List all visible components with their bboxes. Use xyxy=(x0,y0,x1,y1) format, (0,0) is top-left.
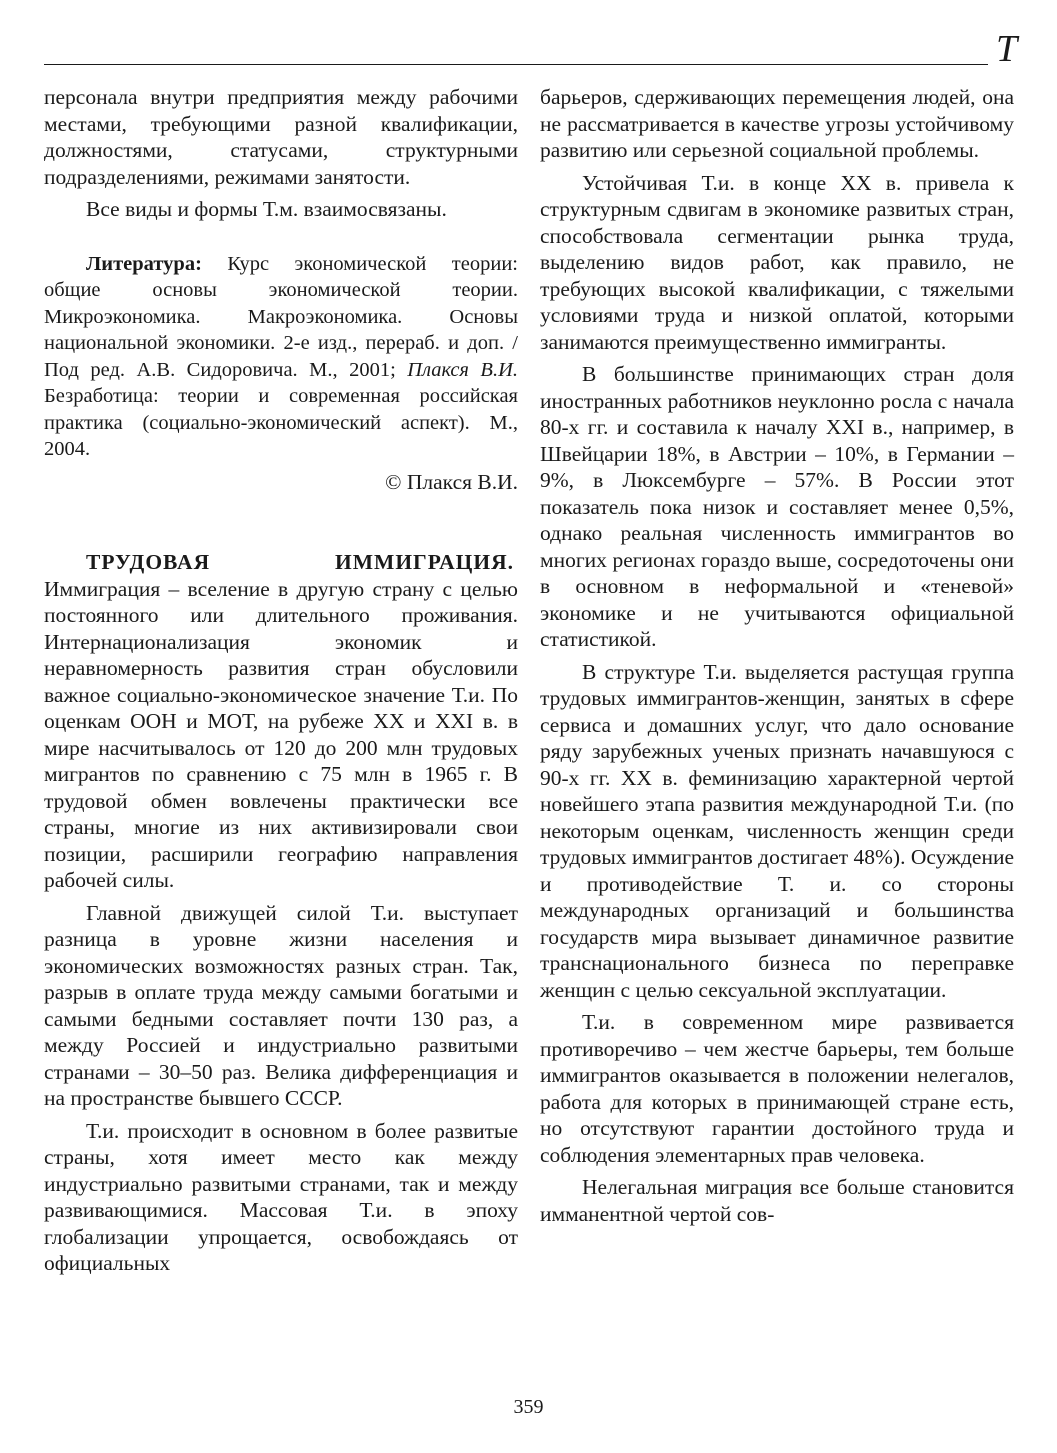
literature-text: Безработица: теории и современная российская практика (социально-экономический аспект). М., 2004. xyxy=(44,385,518,460)
paragraph: Нелегальная миграция все больше становится имманентной чертой сов- xyxy=(540,1175,1014,1226)
paragraph: В структуре Т.и. выделяется растущая группа трудовых иммигрантов-женщин, занятых в сфере сервиса и домашних услуг, что дало основание ряду зарубежных ученых признать начавшуюся с 90-х гг. XX в. феминизацию характерной чертой новейшего этапа развития международной Т.и. (по некоторым оценкам, численность женщин среди трудовых иммигрантов достигает 48%). Осуждение и противодействие Т. и. со стороны международных организаций и большинства государств мира вызывает динамичное развитие транснационального бизнеса по переправке женщин с целью сексуальной эксплуатации. xyxy=(540,659,1014,1002)
paragraph: Главной движущей силой Т.и. выступает разница в уровне жизни населения и экономических возможностях разных стран. Так, разрыв в оплате труда между самыми богатыми и самыми бедными составляет почти 130 раз, а между Россией и индустриально развитыми странами – 30–50 раз. Велика дифференциация и на пространстве бывшего СССР. xyxy=(44,900,518,1110)
literature-author: Плакся В.И. xyxy=(407,358,518,381)
article-heading xyxy=(44,549,518,576)
paragraph: Т.и. в современном мире развивается противоречиво – чем жестче барьеры, тем больше иммигрантов оказывается в положении нелегалов, работа для которых в принимающей стране есть, но отсутствуют гарантии достойного труда и соблюдения элементарных прав человека. xyxy=(540,1010,1014,1167)
paragraph: Все виды и формы Т.м. взаимосвязаны. xyxy=(86,197,447,221)
copyright: © Плакся В.И. xyxy=(385,469,518,494)
right-column xyxy=(540,84,1014,1227)
paragraph: В большинстве принимающих стран доля иностранных работников неуклонно росла с начала 80-х гг. и составила к началу XXI в., например, в Швейцарии 18%, в Австрии – 10%, в Германии – 9%, в Люксембурге – 57%. В России этот показатель пока низок и составляет менее 0,5%, однако реальная численность иммигрантов во многих регионах гораздо выше, сосредоточены они в основном в неформальной и «теневой» экономике и не учитываются официальной статистикой. xyxy=(540,362,1014,651)
paragraph: Устойчивая Т.и. в конце XX в. привела к структурным сдвигам в экономике развитых стран, способствовала сегментации рынка труда, выделению видов работ, как правило, не требующих высокой квалификации, с тяжелыми условиями труда и низкой оплатой, которыми занимаются преимущественно иммигранты. xyxy=(540,170,1014,354)
paragraph: персонала внутри предприятия между рабочими местами, требующими разной квалификации, должностями, статусами, структурными подразделениями, режимами занятости. xyxy=(44,85,518,189)
page-number: 359 xyxy=(513,1396,544,1418)
left-column xyxy=(44,84,518,1277)
article-title: ТРУДОВАЯ ИММИГРАЦИЯ. xyxy=(86,550,514,574)
paragraph: Иммиграция – вселение в другую страну с целью постоянного или длительного проживания. Интернационализация экономик и неравномерность развития стран обусловили важное социально-экономическое значение Т.и. По оценкам ООН и МОТ, на рубеже XX и XXI в. в мире насчитывалось от 120 до 200 млн трудовых мигрантов по сравнению с 75 млн в 1965 г. В трудовой обмен вовлечены практически все страны, многие из них активизировали свои позиции, расширили географию направления рабочей силы. xyxy=(44,576,518,892)
paragraph: Т.и. происходит в основном в более развитые страны, хотя имеет место как между индустриально развитыми странами, так и между развивающимися. Массовая Т.и. в эпоху глобализации упрощается, освобождаясь от официальных xyxy=(44,1118,518,1275)
running-head-letter: Т xyxy=(996,28,1018,70)
paragraph: барьеров, сдерживающих перемещения людей, она не рассматривается в качестве угрозы устойчивому развитию или серьезной социальной проблемы. xyxy=(540,85,1014,162)
literature-block xyxy=(44,251,518,463)
literature-label: Литература: xyxy=(86,252,202,275)
literature-text: Курс экономической теории: общие основы экономической теории. Микроэкономика. Макроэкономика. Основы национальной экономики. 2-е изд., перераб. и доп. / Под ред. А.В. Сидоровича. М., 2001; xyxy=(44,252,518,381)
header-rule xyxy=(44,64,988,65)
